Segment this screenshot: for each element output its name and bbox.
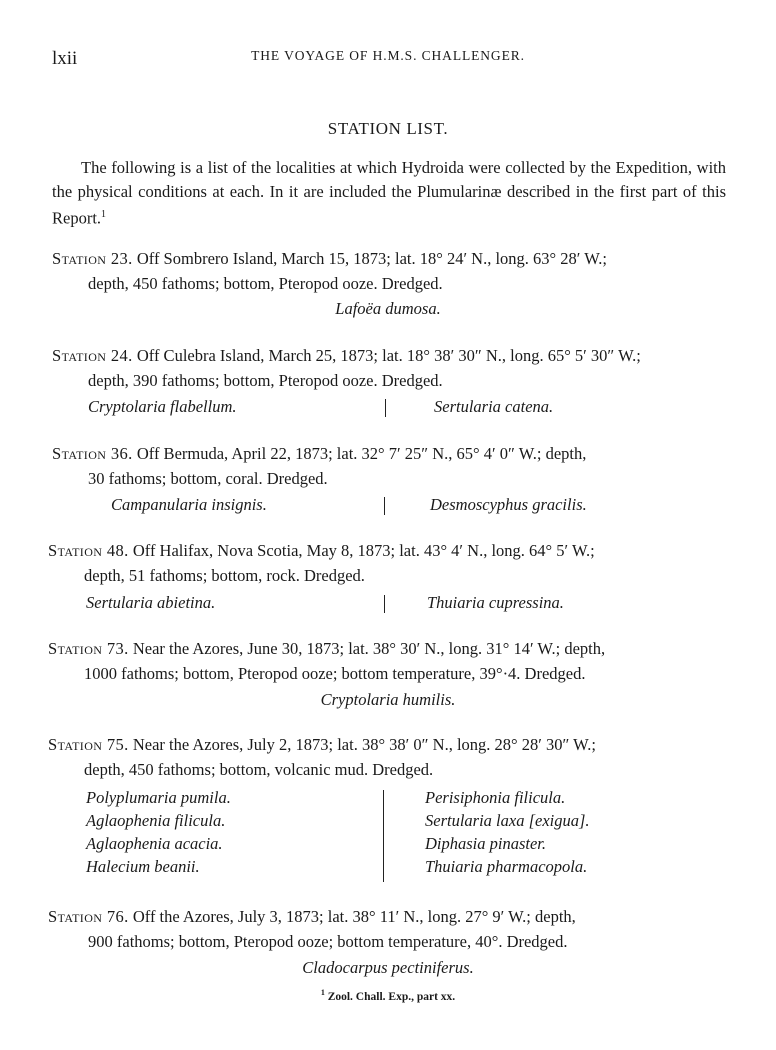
station-conditions: 900 fathoms; bottom, Pteropod ooze; bottom temperature, 40°. Dredged. [88,931,568,951]
station-conditions: depth, 51 fathoms; bottom, rock. Dredged. [84,565,365,585]
species-name: Perisiphonia filicula. [425,788,566,807]
station-entry [48,905,576,954]
species-name: Diphasia pinaster. [425,834,547,853]
station-label: Station 36. [52,444,133,463]
station-locality: Off the Azores, July 3, 1873; lat. 38° 11′ N., long. 27° 9′ W.; depth, [132,907,576,926]
station-entry [48,733,596,782]
species-name: Thuiaria pharmacopola. [425,857,588,876]
station-locality: Off Halifax, Nova Scotia, May 8, 1873; lat. 43° 4′ N., long. 64° 5′ W.; [132,541,595,560]
running-title: THE VOYAGE OF H.M.S. CHALLENGER. [251,48,525,63]
column-divider [384,497,385,515]
station-entry [48,637,605,686]
column-divider [385,399,386,417]
footnote-text: Zool. Chall. Exp., part xx. [327,990,456,1003]
species-name: Halecium beanii. [86,857,200,876]
station-entry [52,344,641,393]
station-label: Station 76. [48,907,129,926]
station-locality: Off Sombrero Island, March 15, 1873; lat. 18° 24′ N., long. 63° 28′ W.; [136,249,607,268]
station-entry [52,442,586,491]
column-divider [384,595,385,613]
species-name: Cryptolaria humilis. [320,690,456,709]
station-label: Station 48. [48,541,129,560]
species-name: Sertularia abietina. [86,593,216,612]
station-conditions: 30 fathoms; bottom, coral. Dredged. [88,468,328,488]
species-name: Polyplumaria pumila. [86,788,231,807]
station-conditions: depth, 450 fathoms; bottom, Pteropod ooze. Dredged. [88,273,443,293]
species-name: Aglaophenia filicula. [86,811,226,830]
species-name: Lafoëa dumosa. [335,299,441,318]
station-locality: Near the Azores, June 30, 1873; lat. 38° 30′ N., long. 31° 14′ W.; depth, [132,639,606,658]
station-conditions: 1000 fathoms; bottom, Pteropod ooze; bottom temperature, 39°·4. Dredged. [84,663,586,683]
intro-paragraph [52,156,726,230]
species-name: Sertularia laxa [exigua]. [425,811,590,830]
station-entry [52,247,607,296]
footnote-ref: 1 [101,209,107,220]
page-number: lxii [52,48,78,69]
species-name: Aglaophenia acacia. [86,834,223,853]
station-locality: Near the Azores, July 2, 1873; lat. 38° 38′ 0″ N., long. 28° 28′ 30″ W.; [132,735,596,754]
footnote-mark: 1 [320,988,325,997]
species-name: Campanularia insignis. [111,495,267,514]
station-label: Station 24. [52,346,133,365]
footnote [0,988,776,1003]
station-locality: Off Bermuda, April 22, 1873; lat. 32° 7′ 25″ N., 65° 4′ 0″ W.; depth, [136,444,587,463]
station-entry [48,539,595,588]
species-name: Cryptolaria flabellum. [88,397,237,416]
station-label: Station 73. [48,639,129,658]
species-name: Cladocarpus pectiniferus. [302,958,474,977]
species-name: Desmoscyphus gracilis. [430,495,587,514]
station-conditions: depth, 450 fathoms; bottom, volcanic mud. Dredged. [84,759,434,779]
station-label: Station 23. [52,249,133,268]
station-conditions: depth, 390 fathoms; bottom, Pteropod ooze. Dredged. [88,370,443,390]
species-name: Sertularia catena. [434,397,554,416]
column-divider [383,790,384,882]
species-name: Thuiaria cupressina. [427,593,564,612]
station-locality: Off Culebra Island, March 25, 1873; lat. 18° 38′ 30″ N., long. 65° 5′ 30″ W.; [136,346,641,365]
intro-text: The following is a list of the localities at which Hydroida were collected by the Expedition, with the physical conditions at each. In it are included the Plumularinæ described in the first part of this Report. [52,158,726,228]
station-label: Station 75. [48,735,129,754]
section-title: STATION LIST. [327,119,449,138]
